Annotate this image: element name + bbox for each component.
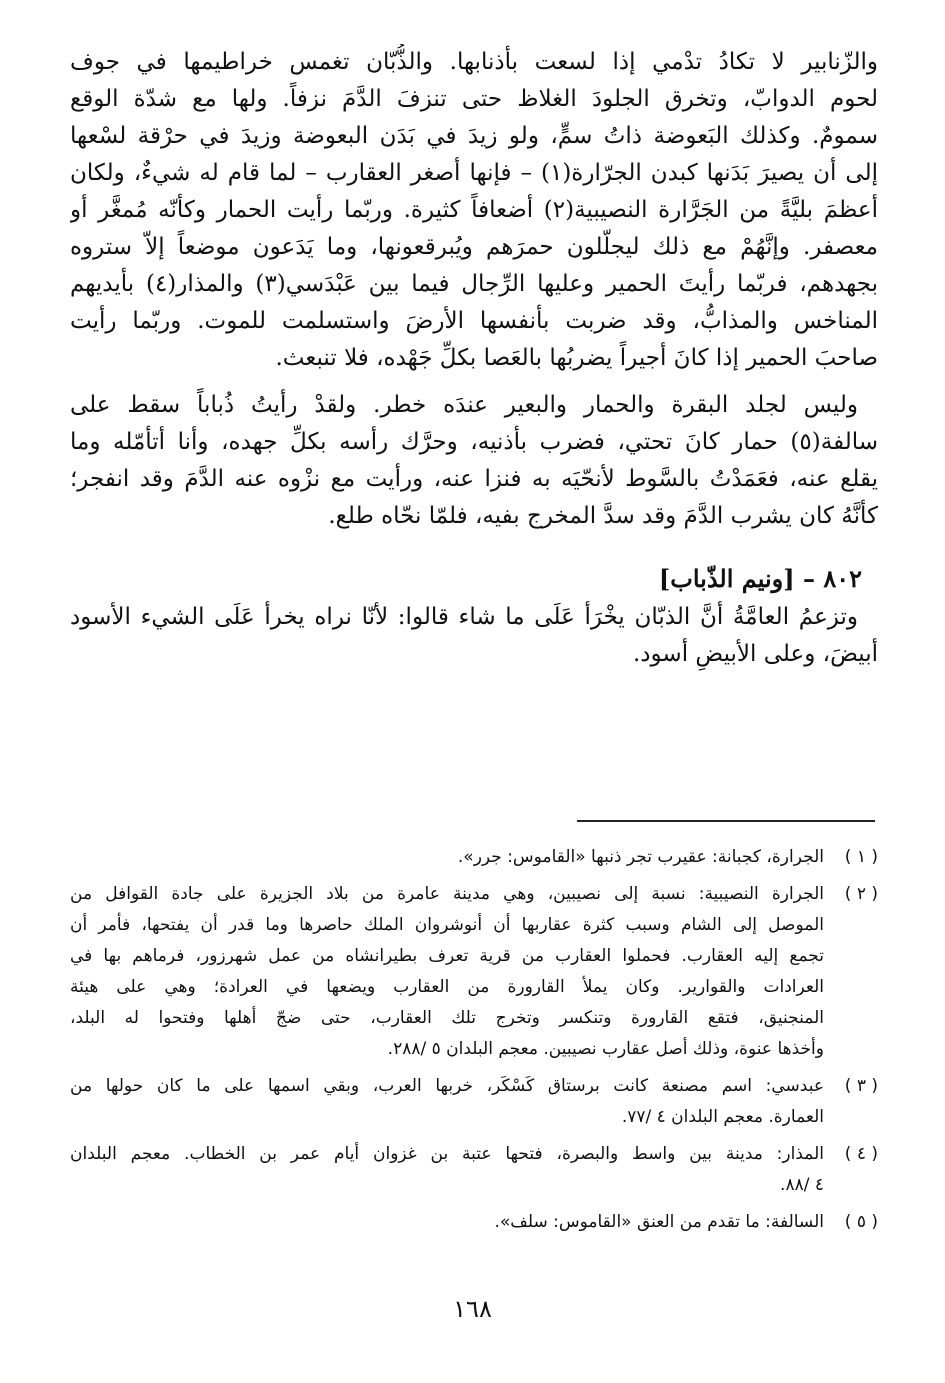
text-line: أبيضَ، وعلى الأبيضِ أسود.: [632, 641, 878, 667]
footnote-number: ( ٥ ): [844, 1212, 878, 1232]
footnote-2: [70, 879, 878, 1065]
footnote-number: ( ٤ ): [844, 1144, 878, 1164]
footnote-line: الجرارة النصيبية: نسبة إلى نصيبين، وهي مدينة عامرة من بلاد الجزيرة على جادة القوافل من: [70, 884, 824, 904]
footnote-line: المنجنيق، فتقع القارورة وتنكسر وتخرج تلك العقارب، حتى ضجّ أهلها وفتحوا له البلد،: [70, 1008, 824, 1028]
text-line: وليس لجلد البقرة والحمار والبعير عندَه خطر. ولقدْ رأيتُ ذُباباً سقط على: [70, 392, 858, 418]
text-line: بجهدهم، فربّما رأيتَ الحمير وعليها الرِّجال فيما بين عَبْدَسي(٣) والمذار(٤) بأيديهم: [70, 271, 878, 297]
text-line: يقلع عنه، فعَمَدْتُ بالسَّوط لأنحّيَه به فنزا عنه، ورأيت مع نزْوه عنه الدَّمَ وقد انفجر؛: [70, 466, 878, 492]
footnote-line: وأخذها عنوة، وذلك أصل عقارب نصيبين. معجم البلدان ٥ /٢٨٨.: [387, 1039, 824, 1059]
text-line: صاحبَ الحمير إذا كانَ أجيراً يضربُها بالعَصا بكلِّ جَهْده، فلا تنبعث.: [275, 345, 878, 371]
page-number: ١٦٨: [453, 1295, 492, 1323]
paragraph-2: [70, 387, 878, 535]
footnote-number: ( ١ ): [844, 847, 878, 867]
text-line: المناخس والمذابُّ، وقد ضربت بأنفسها الأرضَ واستسلمت للموت. وربّما رأيت: [70, 308, 878, 334]
page-body: [70, 44, 878, 673]
footnote-5: [70, 1207, 878, 1238]
text-line: معصفر. وإنَّهُمْ مع ذلك ليجلّلون حمرَهم ويُبرقعونها، وما يَدَعون موضعاً إلاّ ستروه: [70, 234, 878, 260]
section-heading: ٨٠٢ – [ونيم الذّباب]: [658, 564, 862, 593]
footnote-line: العمارة. معجم البلدان ٤ /٧٧.: [621, 1107, 824, 1127]
footnote-line: عبدسي: اسم مصنعة كانت برستاق كَسْكَر، خربها العرب، وبقي اسمها على ما كان حولها من: [70, 1076, 824, 1096]
text-line: والزّنابير لا تكادُ تدْمي إذا لسعت بأذنابها. والذُّبّان تغمس خراطيمها في جوف: [70, 49, 878, 75]
footnote-number: ( ٢ ): [844, 884, 878, 904]
footnote-line: الموصل إلى الشام وسبب كثرة عقاربها أن أنوشروان الملك حاصرها وما قدر أن يفتحها، فأمر أن: [70, 915, 824, 935]
text-line: لحوم الدوابّ، وتخرق الجلودَ الغلاظ حتى تنزفَ الدَّمَ نزفاً. ولها مع شدّة الوقع: [70, 86, 878, 112]
footnote-line: العرادات والقوارير. وكان يملأ القارورة من العقارب ويضعها في العرادة؛ وهي على هيئة: [70, 977, 824, 997]
footnote-divider: [577, 820, 875, 822]
footnote-line: ٤ /٨٨.: [780, 1175, 824, 1195]
footnote-line: الجرارة، كجبانة: عقيرب تجر ذنبها «القاموس: جرر».: [457, 847, 824, 867]
footnotes: [70, 842, 878, 1244]
paragraph-3: [70, 599, 878, 673]
footnote-line: تجمع إليه العقارب. فحملوا العقارب من قرية تعرف بطيرانشاه من عمل شهرزور، فرماهم بها في: [70, 946, 824, 966]
text-line: وتزعمُ العامَّةُ أنَّ الذبّان يخْرَأ عَلَى ما شاء قالوا: لأنّا نراه يخرأ عَلَى الشيء الأسود: [70, 604, 858, 630]
text-line: سالفة(٥) حمار كانَ تحتي، فضرب بأُذنيه، وحرَّك رأسه بكلِّ جهده، وأنا أتأمّله وما: [70, 429, 878, 455]
text-line: كأنَّهُ كان يشرب الدَّمَ وقد سدَّ المخرج بفيه، فلمّا نحّاه طلع.: [328, 503, 878, 529]
text-line: أعظمَ بليَّةً من الجَرَّارة النصيبية(٢) أضعافاً كثيرة. وربّما رأيت الحمار وكأنّه مُمغَّر أو: [70, 197, 878, 223]
text-line: إلى أن يصيرَ بَدَنها كبدن الجرّارة(١) – فإنها أصغر العقارب – لما قام له شيءٌ، ولكان: [70, 160, 878, 186]
text-line: سمومٌ. وكذلك البَعوضة ذاتُ سمٍّ، ولو زيدَ في بَدَن البعوضة وزيدَ في حرْقة لسْعها: [70, 123, 878, 149]
footnote-4: [70, 1139, 878, 1201]
footnote-number: ( ٣ ): [844, 1076, 878, 1096]
paragraph-1: [70, 44, 878, 377]
footnote-1: [70, 842, 878, 873]
footnote-3: [70, 1071, 878, 1133]
footnote-line: المذار: مدينة بين واسط والبصرة، فتحها عتبة بن غزوان أيام عمر بن الخطاب. معجم البلدان: [70, 1144, 824, 1164]
footnote-line: السالفة: ما تقدم من العنق «القاموس: سلف».: [494, 1212, 824, 1232]
